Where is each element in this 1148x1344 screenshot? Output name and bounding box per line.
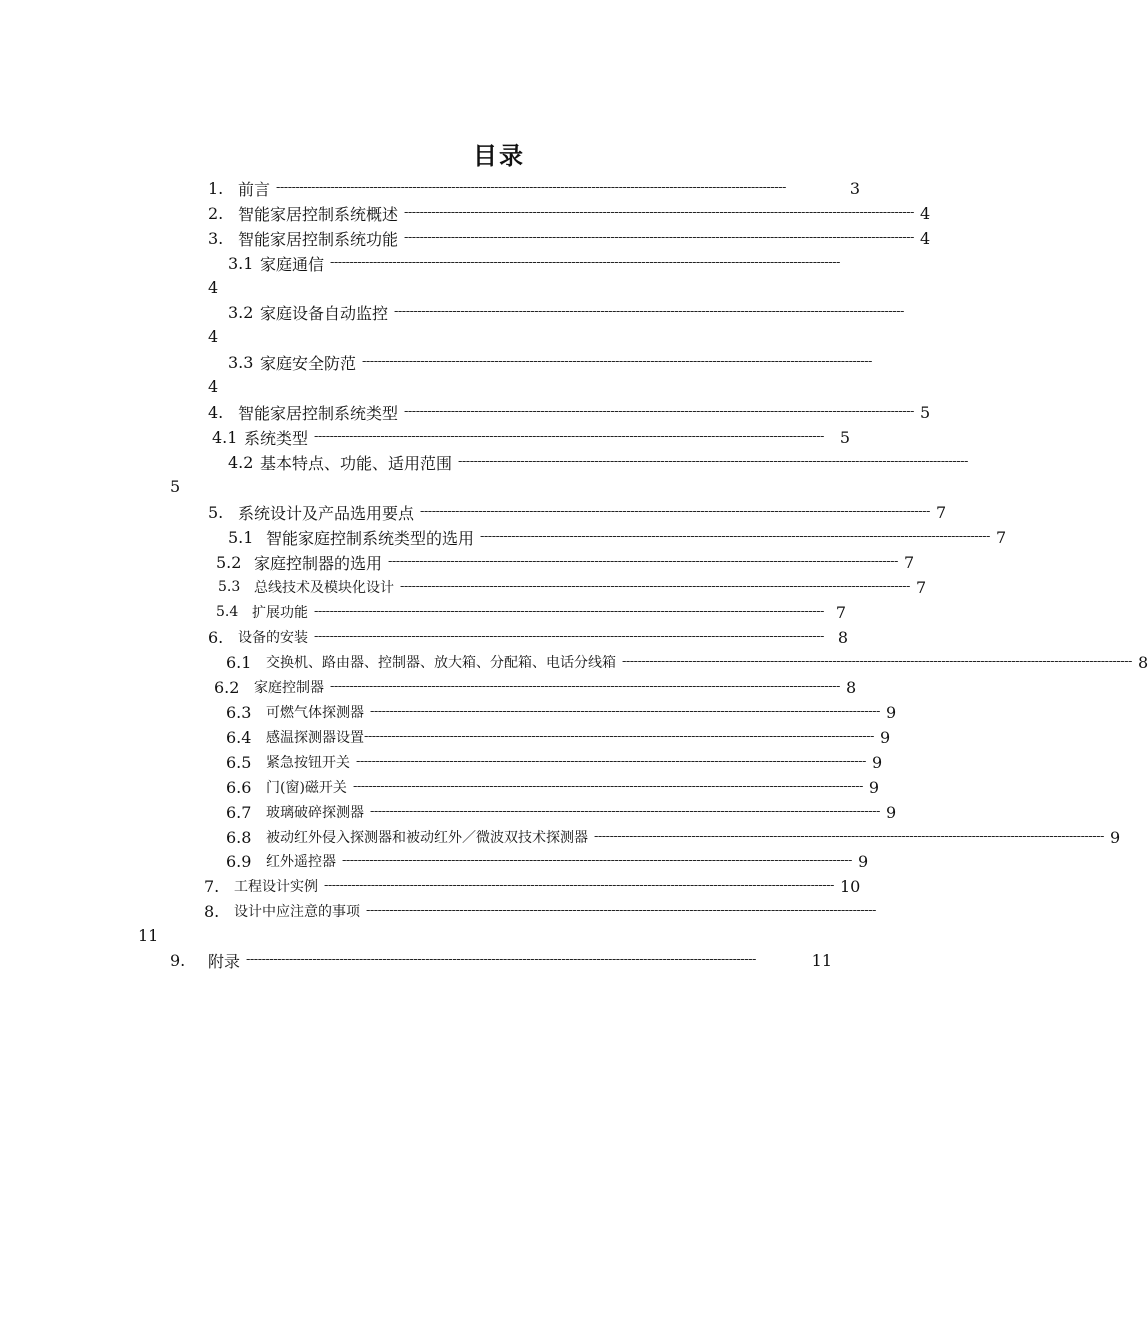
entry-number: 3.	[208, 228, 224, 248]
entry-title: 扩展功能	[252, 605, 308, 621]
toc-entry[interactable]	[226, 650, 1148, 674]
entry-page: 9	[871, 752, 883, 772]
entry-title: 智能家庭控制系统类型的选用	[266, 528, 475, 548]
entry-number: 9.	[170, 950, 186, 970]
entry-page: 4	[208, 278, 219, 297]
entry-number: 4.1	[212, 427, 238, 447]
toc-entry[interactable]	[226, 750, 883, 774]
toc-entry[interactable]	[204, 899, 876, 923]
dot-leader: -----------------------------------------------------------------------------------------------------------------------------------	[400, 579, 910, 594]
entry-number: 6.2	[214, 677, 240, 697]
entry-number: 6.	[208, 627, 224, 647]
dot-leader: -----------------------------------------------------------------------------------------------------------------------------------	[364, 729, 874, 744]
entry-page: 9	[885, 802, 897, 822]
toc-entry[interactable]	[226, 725, 891, 749]
dot-leader: -----------------------------------------------------------------------------------------------------------------------------------	[388, 554, 898, 569]
entry-title: 总线技术及模块化设计	[254, 580, 394, 596]
entry-title: 工程设计实例	[234, 879, 318, 895]
toc-entry[interactable]	[208, 176, 860, 200]
entry-title: 家庭通信	[260, 254, 325, 274]
entry-title: 家庭设备自动监控	[260, 303, 389, 323]
toc-entry[interactable]	[216, 550, 915, 574]
entry-page: 7	[903, 552, 915, 572]
dot-leader: -----------------------------------------------------------------------------------------------------------------------------------	[370, 704, 880, 719]
entry-page: 10	[839, 876, 861, 896]
entry-number: 3.2	[228, 302, 254, 322]
entry-title: 智能家居控制系统概述	[238, 204, 399, 224]
dot-leader: -----------------------------------------------------------------------------------------------------------------------------------	[330, 255, 840, 270]
entry-page: 8	[1137, 652, 1148, 672]
entry-page: 11	[811, 950, 832, 970]
entry-number: 5.4	[216, 604, 239, 620]
dot-leader: -----------------------------------------------------------------------------------------------------------------------------------	[276, 180, 786, 195]
entry-page: 7	[995, 527, 1007, 547]
dot-leader: -----------------------------------------------------------------------------------------------------------------------------------	[324, 878, 834, 893]
dot-leader: -----------------------------------------------------------------------------------------------------------------------------------	[362, 354, 872, 369]
entry-page: 8	[837, 627, 848, 647]
toc-entry[interactable]	[228, 251, 846, 275]
entry-title: 设备的安装	[238, 630, 308, 646]
toc-entry[interactable]	[208, 625, 848, 649]
entry-number: 6.6	[226, 777, 252, 797]
entry-number: 6.1	[226, 652, 252, 672]
dot-leader: -----------------------------------------------------------------------------------------------------------------------------------	[622, 654, 1132, 669]
entry-page: 9	[868, 777, 880, 797]
dot-leader: -----------------------------------------------------------------------------------------------------------------------------------	[356, 754, 866, 769]
dot-leader: -----------------------------------------------------------------------------------------------------------------------------------	[594, 829, 1104, 844]
toc-entry[interactable]	[228, 350, 872, 374]
entry-title: 家庭控制器的选用	[254, 553, 383, 573]
entry-page: 9	[1109, 827, 1121, 847]
entry-page: 4	[208, 327, 219, 346]
entry-title: 前言	[238, 179, 271, 199]
dot-leader: -----------------------------------------------------------------------------------------------------------------------------------	[246, 952, 756, 967]
entry-page: 9	[885, 702, 897, 722]
entry-number: 6.5	[226, 752, 252, 772]
entry-title: 门(窗)磁开关	[266, 780, 347, 796]
toc-entry[interactable]	[228, 300, 904, 324]
entry-number: 6.9	[226, 851, 252, 871]
toc-entry[interactable]	[212, 425, 850, 449]
toc-entry[interactable]	[208, 201, 931, 225]
toc-entry[interactable]	[216, 600, 846, 624]
toc-entry[interactable]	[226, 800, 897, 824]
dot-leader: -----------------------------------------------------------------------------------------------------------------------------------	[394, 304, 904, 319]
dot-leader: -----------------------------------------------------------------------------------------------------------------------------------	[366, 903, 876, 918]
entry-title: 交换机、路由器、控制器、放大箱、分配箱、电话分线箱	[266, 655, 616, 671]
dot-leader: -----------------------------------------------------------------------------------------------------------------------------------	[404, 404, 914, 419]
toc-entry[interactable]	[228, 450, 968, 474]
toc-entry[interactable]	[214, 675, 857, 699]
dot-leader: -----------------------------------------------------------------------------------------------------------------------------------	[404, 205, 914, 220]
entry-number: 3.3	[228, 352, 254, 372]
toc-entry[interactable]	[226, 775, 880, 799]
toc-entry[interactable]	[226, 849, 869, 873]
entry-number: 2.	[208, 203, 224, 223]
toc-entry[interactable]	[208, 400, 931, 424]
entry-title: 紧急按钮开关	[266, 755, 350, 771]
toc-entry[interactable]	[226, 825, 1121, 849]
toc-entry[interactable]	[218, 575, 927, 599]
entry-title: 基本特点、功能、适用范围	[260, 453, 453, 473]
dot-leader: -----------------------------------------------------------------------------------------------------------------------------------	[342, 853, 852, 868]
dot-leader: -----------------------------------------------------------------------------------------------------------------------------------	[404, 230, 914, 245]
dot-leader: -----------------------------------------------------------------------------------------------------------------------------------	[352, 779, 863, 794]
entry-title: 设计中应注意的事项	[234, 904, 360, 920]
toc-entry[interactable]	[208, 500, 947, 524]
dot-leader: -----------------------------------------------------------------------------------------------------------------------------------	[480, 529, 990, 544]
dot-leader: -----------------------------------------------------------------------------------------------------------------------------------	[314, 429, 824, 444]
toc-entry[interactable]	[226, 700, 897, 724]
entry-page: 7	[835, 602, 846, 622]
entry-number: 1.	[208, 178, 224, 198]
entry-page: 5	[170, 477, 181, 496]
dot-leader: -----------------------------------------------------------------------------------------------------------------------------------	[420, 504, 930, 519]
entry-title: 红外遥控器	[266, 854, 336, 870]
entry-title: 玻璃破碎探测器	[266, 805, 364, 821]
entry-page: 7	[915, 577, 927, 597]
toc-entry[interactable]	[208, 226, 931, 250]
entry-page: 9	[857, 851, 869, 871]
entry-page: 8	[845, 677, 857, 697]
entry-title: 智能家居控制系统功能	[238, 229, 399, 249]
entry-page: 4	[919, 228, 931, 248]
entry-number: 6.8	[226, 827, 252, 847]
toc-title: 目录	[473, 142, 525, 170]
entry-title: 家庭安全防范	[260, 353, 357, 373]
entry-title: 可燃气体探测器	[266, 705, 364, 721]
entry-number: 6.4	[226, 727, 252, 747]
entry-number: 8.	[204, 901, 220, 921]
entry-number: 7.	[204, 876, 220, 896]
entry-number: 5.2	[216, 552, 242, 572]
entry-page: 5	[839, 427, 850, 447]
dot-leader: -----------------------------------------------------------------------------------------------------------------------------------	[370, 804, 880, 819]
dot-leader: -----------------------------------------------------------------------------------------------------------------------------------	[314, 629, 824, 644]
entry-page: 9	[879, 727, 891, 747]
entry-page: 4	[208, 377, 219, 396]
entry-number: 5.	[208, 502, 224, 522]
entry-title: 附录	[208, 951, 241, 971]
entry-title: 系统设计及产品选用要点	[238, 503, 415, 523]
entry-page: 7	[935, 502, 947, 522]
entry-title: 智能家居控制系统类型	[238, 403, 399, 423]
dot-leader: -----------------------------------------------------------------------------------------------------------------------------------	[330, 679, 840, 694]
entry-title: 被动红外侵入探测器和被动红外／微波双技术探测器	[266, 830, 588, 846]
entry-number: 6.3	[226, 702, 252, 722]
entry-page: 4	[919, 203, 931, 223]
entry-title: 系统类型	[244, 428, 309, 448]
entry-number: 4.2	[228, 452, 254, 472]
entry-number: 6.7	[226, 802, 252, 822]
entry-number: 5.1	[228, 527, 254, 547]
entry-page: 11	[138, 926, 159, 945]
entry-number: 4.	[208, 402, 224, 422]
entry-title: 家庭控制器	[254, 680, 324, 696]
toc-entry[interactable]	[204, 874, 861, 898]
toc-entry[interactable]	[228, 525, 1007, 549]
toc-entry[interactable]	[170, 948, 832, 972]
entry-page: 3	[849, 178, 860, 198]
dot-leader: -----------------------------------------------------------------------------------------------------------------------------------	[314, 604, 824, 619]
entry-number: 3.1	[228, 253, 254, 273]
entry-title: 感温探测器设置	[266, 730, 364, 746]
entry-number: 5.3	[218, 579, 241, 595]
entry-page: 5	[919, 402, 931, 422]
dot-leader: -----------------------------------------------------------------------------------------------------------------------------------	[458, 454, 968, 469]
